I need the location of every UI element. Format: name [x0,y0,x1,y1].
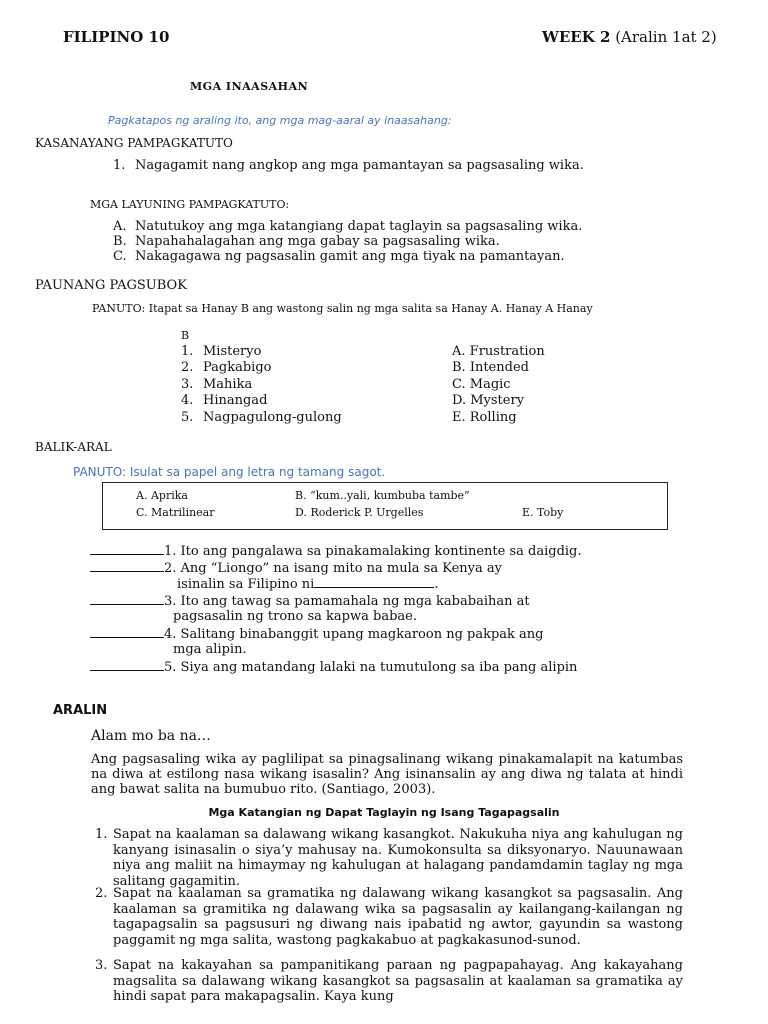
choice-letter: D. [295,506,307,519]
item-text: Intended [469,360,529,375]
balik-aral-panuto: PANUTO: Isulat sa papel ang letra ng tamang sagot. [73,465,386,479]
answer-blank [314,576,434,588]
list-text: Nakagagawa ng pagsasalin gamit ang mga tiyak na pamantayan. [135,249,565,264]
list-letter: C. [113,249,127,264]
hanay-a-item [181,360,272,375]
item-text: Rolling [469,410,517,425]
item-letter: E. [452,410,466,425]
list-text: Napahahalagahan ang mga gabay sa pagsasaling wika. [135,234,500,249]
choice-text: Toby [537,506,564,519]
inaasahan-intro: Pagkatapos ng araling ito, ang mga mag-aaral ay inaasahang: [108,114,452,127]
answer-blank [90,659,164,671]
item-text: Nagpagulong-gulong [203,410,342,425]
choice-letter: A. [136,489,148,502]
item-letter: B. [452,360,466,375]
choice-text: Roderick P. Urgelles [310,506,424,519]
hanay-b-item [452,360,529,375]
layunin-item [113,219,582,234]
item-letter: A. [452,344,466,359]
hanay-a-item [181,377,252,392]
hanay-b-item [452,377,511,392]
question-continuation: pagsasalin ng trono sa kapwa babae. [173,609,417,624]
question-number: 1. [164,544,177,559]
answer-blank [90,543,164,555]
item-text: Misteryo [203,344,262,359]
list-letter: A. [113,219,127,234]
item-text: Mystery [470,393,525,408]
item-text: Hinangad [203,393,268,408]
hanay-b-item [452,410,517,425]
choice-c [136,506,215,519]
balik-aral-title: BALIK-ARAL [35,440,112,454]
item-text: Mahika [203,377,253,392]
katangian-item [95,958,683,1005]
choice-text: Matrilinear [151,506,215,519]
choice-b [295,489,470,502]
choice-text: “kum..yali, kumbuba tambe” [310,489,470,502]
item-number: 1. [181,344,194,359]
question-number: 3. [164,594,177,609]
hanay-a-item [181,393,267,408]
item-number: 2. [181,360,194,375]
question-text: Siya ang matandang lalaki na tumutulong sa iba pang alipin [180,660,578,675]
item-letter: D. [452,393,467,408]
aralin-paragraph: Ang pagsasaling wika ay paglilipat sa pinagsalinang wikang pinakamalapit na katumbas na diwa at estilong nasa wikang isasalin? Ang isinansalin ay ang diwa ng talata at hindi ang bawat salita na bumubuo rito. (Santiago, 2003). [91,752,683,797]
choice-d [295,506,423,519]
item-number: 2. [95,886,108,901]
list-text: Nagagamit nang angkop ang mga pamantayan sa pagsasaling wika. [135,158,584,173]
choice-e [522,506,563,519]
week-number: WEEK 2 [542,28,611,46]
katangian-item [95,886,683,948]
choice-letter: B. [295,489,307,502]
item-letter: C. [452,377,466,392]
question-item [90,543,582,559]
item-number: 1. [95,827,108,842]
question-continuation [177,576,438,592]
question-text: Ang “Liongo” na isang mito na mula sa Kenya ay [180,561,502,576]
item-number: 5. [181,410,194,425]
week-label [542,28,717,46]
hanay-b-item [452,393,524,408]
hanay-a-item [181,344,261,359]
question-continuation: mga alipin. [173,642,247,657]
answer-blank [90,593,164,605]
list-text: Natutukoy ang mga katangiang dapat taglayin sa pagsasaling wika. [135,219,583,234]
kasanayan-item [113,158,584,173]
question-item [90,560,502,576]
question-number: 4. [164,627,177,642]
question-item [90,626,544,642]
item-text: Pagkabigo [203,360,272,375]
alam-mo-ba: Alam mo ba na… [91,728,211,744]
question-item [90,659,577,675]
hanay-b-item [452,344,545,359]
katangian-item [95,827,683,889]
question-number: 2. [164,561,177,576]
question-item [90,593,530,609]
kasanayan-title: KASANAYANG PAMPAGKATUTO [35,136,233,150]
item-text: Sapat na kaalaman sa dalawang wikang kasangkot. Nakukuha niya ang kahulugan ng kanyang isinasalin o siya’y mahusay na. Kumokonsulta sa diksyonaryo. Nauunawaan niya ang maliit na himaymay ng kahulugan at halagang pandamdamin taglay ng mga salitang gagamitin. [113,827,683,889]
layunin-item [113,249,565,264]
choice-letter: E. [522,506,534,519]
layunin-title: MGA LAYUNING PAMPAGKATUTO: [90,198,290,211]
paunang-panuto: PANUTO: Itapat sa Hanay B ang wastong salin ng mga salita sa Hanay A. Hanay A Hanay [92,302,593,315]
item-text: Sapat na kaalaman sa gramatika ng dalawang wikang kasangkot sa pagsasalin. Ang kaalaman sa gramitika ng dalawang wika sa pagsasalin ay kailangang-kailangan ng tagapagsalin sa pagsusuri ng diwang nais ipabatid ng awtor, gayundin sa wastong paggamit ng mga salita, wastong pagkakabuo at pagkakasunod-sunod. [113,886,683,948]
question-text: Ito ang tawag sa pamamahala ng mga kababaihan at [180,594,530,609]
period: . [434,577,439,592]
item-text: Frustration [469,344,545,359]
hanay-a-item [181,410,342,425]
choice-a [136,489,188,502]
question-number: 5. [164,660,177,675]
list-letter: B. [113,234,127,249]
aralin-title: ARALIN [53,703,108,718]
layunin-item [113,234,500,249]
week-lessons: (Aralin 1at 2) [615,28,717,46]
hanay-b-label: B [181,329,190,342]
item-text: Magic [469,377,511,392]
answer-blank [90,560,164,572]
choice-letter: C. [136,506,148,519]
question-text: Ito ang pangalawa sa pinakamalaking kontinente sa daigdig. [180,544,582,559]
item-number: 3. [95,958,108,973]
question-text: isinalin sa Filipino ni [177,577,315,592]
item-number: 3. [181,377,194,392]
choice-text: Aprika [150,489,188,502]
inaasahan-title: MGA INAASAHAN [190,80,309,93]
subject-title: FILIPINO 10 [63,28,170,46]
answer-blank [90,626,164,638]
question-text: Salitang binabanggit upang magkaroon ng pakpak ang [180,627,544,642]
aralin-subheading: Mga Katangian ng Dapat Taglayin ng Isang Tagapagsalin [208,806,560,819]
item-text: Sapat na kakayahan sa pampanitikang paraan ng pagpapahayag. Ang kakayahang magsalita sa dalawang wikang kasangkot sa pagsasalin at kaalaman sa gramatika ay hindi sapat para makapagsalin. Kaya kung [113,958,683,1004]
paunang-title: PAUNANG PAGSUBOK [35,278,187,293]
item-number: 4. [181,393,194,408]
list-number: 1. [113,158,126,173]
